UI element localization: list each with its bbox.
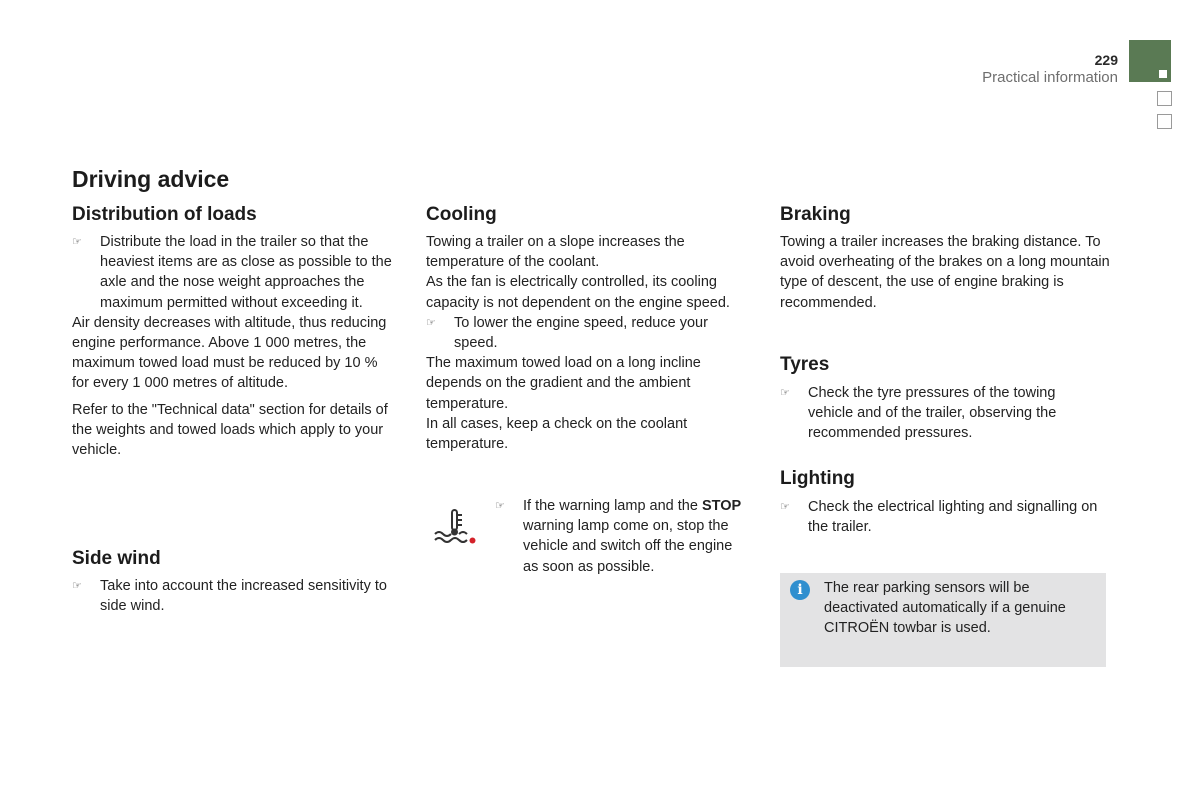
info-text: The rear parking sensors will be deactivated automatically if a genuine CITROËN towbar is used.: [824, 580, 1066, 637]
tyres-section: [780, 383, 1100, 444]
list-item: [780, 383, 1100, 444]
list-item: [780, 497, 1105, 537]
info-icon: i: [790, 580, 810, 600]
cooling-section: [426, 232, 754, 454]
hand-pointer-icon: ☞: [780, 387, 790, 399]
cooling-paragraph: In all cases, keep a check on the coolant temperature.: [426, 415, 688, 453]
list-item: [495, 496, 745, 577]
cooling-bullet-text: To lower the engine speed, reduce your speed.: [454, 314, 708, 352]
side-wind-bullet-text: Take into account the increased sensitivity to side wind.: [100, 578, 387, 615]
list-item: [72, 576, 397, 616]
distribution-section: [72, 232, 397, 460]
tyres-heading: Tyres: [780, 354, 830, 375]
hand-pointer-icon: ☞: [780, 501, 790, 513]
chapter-tab-empty-box: [1157, 114, 1172, 129]
page-number: 229: [1094, 52, 1118, 68]
lighting-heading: Lighting: [780, 468, 855, 489]
warning-note: [495, 496, 745, 577]
side-wind-section: [72, 576, 397, 616]
lighting-bullet-text: Check the electrical lighting and signalling on the trailer.: [808, 499, 1098, 536]
cooling-heading: Cooling: [426, 204, 497, 225]
chapter-tab-marker: [1159, 70, 1167, 78]
braking-heading: Braking: [780, 204, 851, 225]
list-item: [72, 232, 397, 313]
distribution-heading: Distribution of loads: [72, 204, 257, 225]
coolant-temperature-icon: [431, 508, 479, 548]
stop-label: STOP: [701, 498, 742, 514]
hand-pointer-icon: ☞: [72, 580, 82, 592]
braking-paragraph: Towing a trailer increases the braking distance. To avoid overheating of the brakes on a long mountain type of descent, the use of engine braking is recommended.: [780, 234, 1110, 311]
lighting-section: [780, 497, 1105, 537]
hand-pointer-icon: ☞: [72, 236, 82, 248]
cooling-paragraph: Towing a trailer on a slope increases the temperature of the coolant.: [426, 234, 685, 271]
cooling-paragraph: The maximum towed load on a long incline depends on the gradient and the ambient temperature.: [426, 355, 701, 412]
tyres-bullet-text: Check the tyre pressures of the towing vehicle and of the trailer, observing the recommended pressures.: [808, 385, 1057, 442]
chapter-tab-empty-box: [1157, 91, 1172, 106]
warning-text-post: warning lamp come on, stop the vehicle and switch off the engine as soon as possible.: [523, 518, 733, 575]
cooling-paragraph: As the fan is electrically controlled, its cooling capacity is not dependent on the engine speed.: [426, 274, 730, 311]
distribution-paragraph: Air density decreases with altitude, thus reducing engine performance. Above 1 000 metres, the maximum towed load must be reduced by 10 % for every 1 000 metres of altitude.: [72, 314, 387, 392]
braking-section: [780, 232, 1110, 313]
distribution-paragraph: Refer to the "Technical data" section for details of the weights and towed loads which apply to your vehicle.: [72, 401, 388, 459]
distribution-bullet-text: Distribute the load in the trailer so that the heaviest items are as close as possible to the axle and the nose weight approaches the maximum permitted without exceeding it.: [100, 234, 392, 311]
section-title: Practical information: [982, 69, 1118, 86]
side-wind-heading: Side wind: [72, 548, 161, 569]
hand-pointer-icon: ☞: [495, 500, 505, 512]
warning-text-pre: If the warning lamp and the: [523, 498, 698, 514]
list-item: [426, 313, 754, 353]
page-title: Driving advice: [72, 166, 230, 192]
hand-pointer-icon: ☞: [426, 316, 436, 329]
